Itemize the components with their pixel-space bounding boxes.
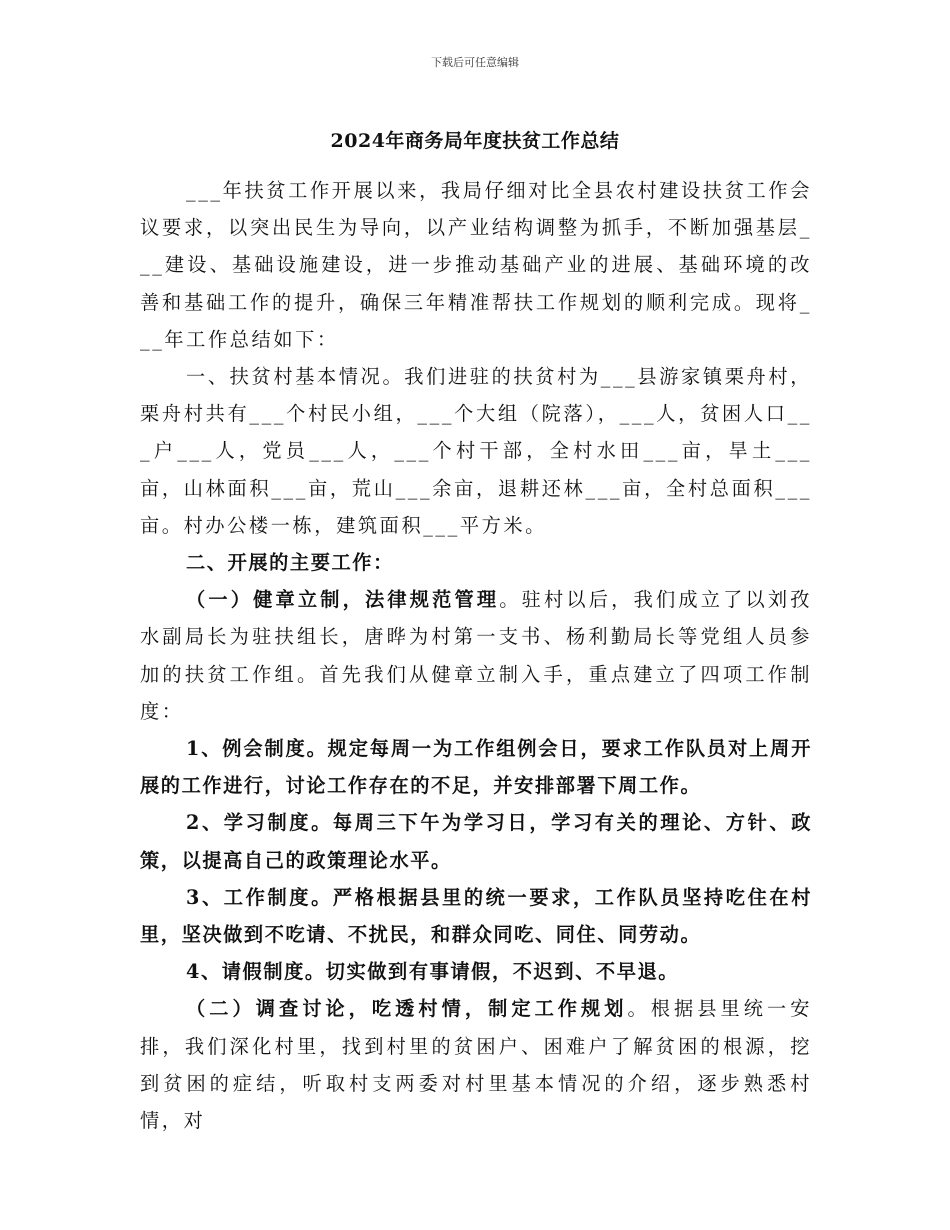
subsection-1-paragraph <box>140 581 812 730</box>
subsection-1-lead: （一）健章立制，法律规范管理 <box>186 588 500 612</box>
subsection-2-text: 。根据县里统一安排，我们深化村里，找到村里的贫困户、困难户了解贫困的根源，挖到贫困的症结，听取村支两委对村里基本情况的介绍，逐步熟悉村情，对 <box>140 997 812 1133</box>
rule-1-paragraph: 1、例会制度。规定每周一为工作组例会日，要求工作队员对上周开展的工作进行，讨论工作存在的不足，并安排部署下周工作。 <box>140 737 812 798</box>
subsection-1-text: 。驻村以后，我们成立了以刘孜水副局长为驻扶组长，唐晔为村第一支书、杨利勤局长等党组人员参加的扶贫工作组。首先我们从健章立制入手，重点建立了四项工作制度： <box>140 588 812 723</box>
header-note: 下载后可任意编辑 <box>431 56 519 69</box>
intro-paragraph: ___年扶贫工作开展以来，我局仔细对比全县农村建设扶贫工作会议要求，以突出民生为导向，以产业结构调整为抓手，不断加强基层___建设、基础设施建设，进一步推动基础产业的进展、基础环境的改善和基础工作的提升，确保三年精准帮扶工作规划的顺利完成。现将___年工作总结如下： <box>140 179 812 351</box>
section-1-paragraph: 一、扶贫村基本情况。我们进驻的扶贫村为___县游家镇栗舟村，栗舟村共有___个村民小组，___个大组（院落），___人，贫困人口___户___人，党员___人，___个村干部，全村水田___亩，旱土___亩，山林面积___亩，荒山___余亩，退耕还林___亩，全村总面积___亩。村办公楼一栋，建筑面积___平方米。 <box>140 365 812 537</box>
rule-4-paragraph: 4、请假制度。切实做到有事请假，不迟到、不早退。 <box>186 960 680 984</box>
rule-3-paragraph: 3、工作制度。严格根据县里的统一要求，工作队员坚持吃住在村里，坚决做到不吃请、不扰民，和群众同吃、同住、同劳动。 <box>140 885 812 947</box>
document-body <box>140 172 812 1139</box>
document-title: 2024年商务局年度扶贫工作总结 <box>330 130 620 152</box>
subsection-2-paragraph <box>140 990 812 1139</box>
subsection-2-lead: （二）调查讨论，吃透村情，制定工作规划 <box>186 997 628 1021</box>
section-2-heading: 二、开展的主要工作： <box>186 551 394 575</box>
rule-2-paragraph: 2、学习制度。每周三下午为学习日，学习有关的理论、方针、政策，以提高自己的政策理论水平。 <box>140 811 812 872</box>
